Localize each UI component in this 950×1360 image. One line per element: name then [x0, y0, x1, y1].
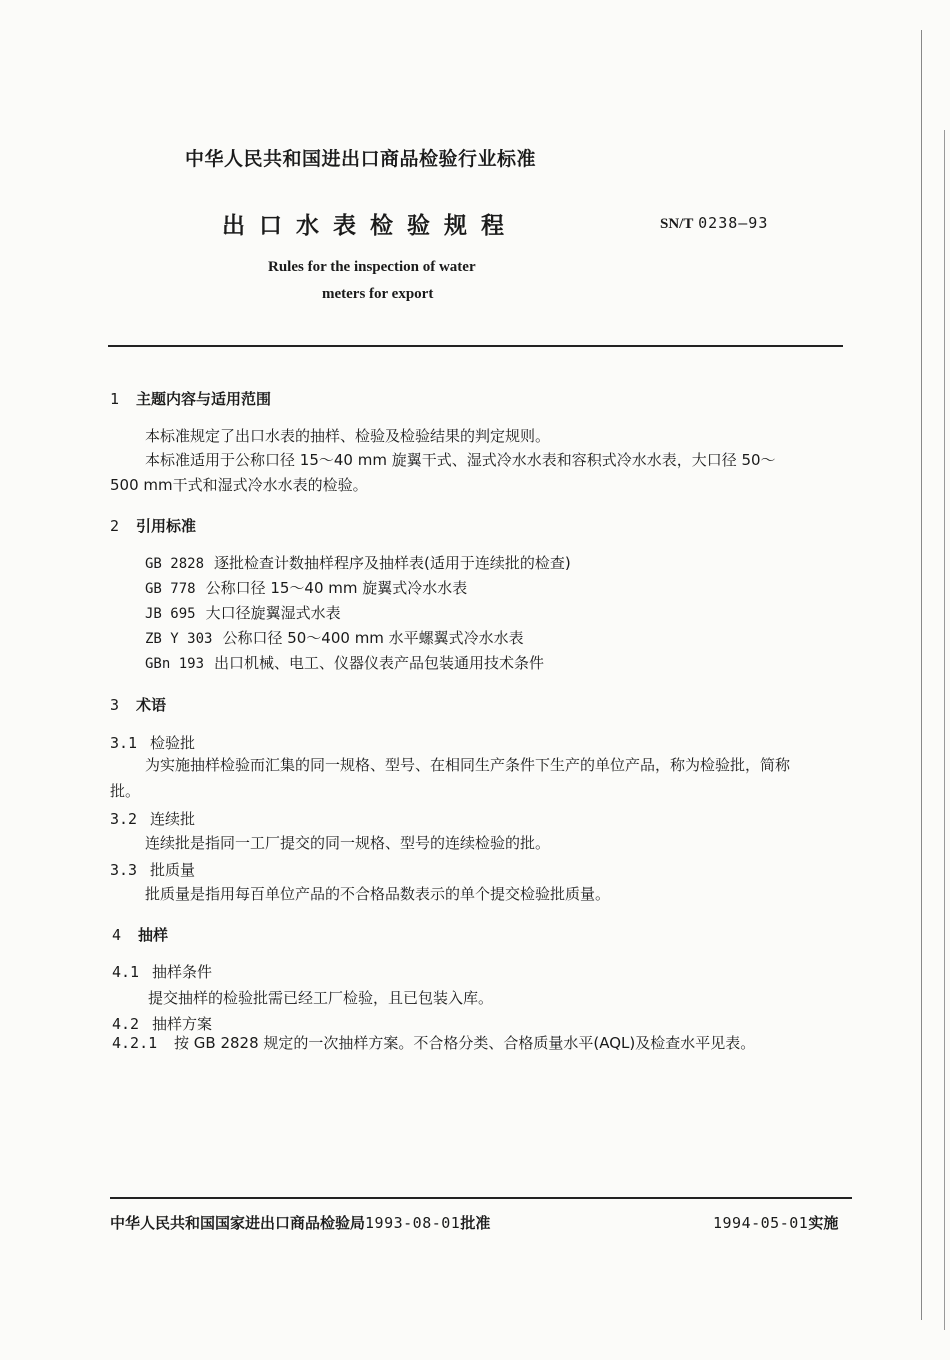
approval-line: [110, 1212, 490, 1233]
footer-divider: [110, 1197, 852, 1199]
section-1-heading: [110, 388, 271, 409]
section-3-heading: [110, 694, 166, 715]
reference-code: GB 778: [145, 581, 196, 597]
reference-title: 公称口径 50～400 mm 水平螺翼式冷水水表: [222, 629, 524, 647]
section-2-heading: [110, 515, 196, 536]
subsection-title: 抽样方案: [152, 1015, 213, 1033]
subsection-3-2-heading: [110, 808, 195, 829]
reference-item: [145, 652, 544, 673]
reference-item: [145, 577, 467, 598]
paragraph: 为实施抽样检验而汇集的同一规格、型号、在相同生产条件下生产的单位产品，称为检验批，简称: [145, 756, 791, 774]
effective-label: 实施: [808, 1214, 839, 1232]
section-title: 抽样: [138, 926, 169, 944]
subsection-number: 4.2: [112, 1015, 140, 1033]
effective-line: [713, 1212, 838, 1233]
section-4-heading: [112, 924, 168, 945]
reference-item: [145, 627, 524, 648]
english-title-line1: Rules for the inspection of water: [268, 259, 476, 275]
doc-title: 出口水表检验规程: [222, 213, 518, 239]
paragraph: 本标准规定了出口水表的抽样、检验及检验结果的判定规则。: [145, 427, 551, 445]
reference-item: [145, 602, 341, 623]
clause-text: 按 GB 2828 规定的一次抽样方案。不合格分类、合格质量水平(AQL)及检查水平见表。: [174, 1034, 756, 1052]
standard-prefix: SN/T: [660, 216, 694, 232]
subsection-number: 3.1: [110, 734, 138, 752]
approving-authority: 中华人民共和国国家进出口商品检验局: [110, 1214, 366, 1232]
english-title-line2: meters for export: [322, 286, 434, 302]
subsection-title: 抽样条件: [152, 963, 213, 981]
subsection-3-3-heading: [110, 859, 195, 880]
subsection-number: 4.1: [112, 963, 140, 981]
issuer-title: 中华人民共和国进出口商品检验行业标准: [185, 148, 537, 170]
subsection-number: 3.3: [110, 861, 138, 879]
header-divider: [108, 345, 843, 347]
scan-edge-line: [921, 30, 922, 1320]
reference-code: JB 695: [145, 606, 196, 622]
reference-code: GB 2828: [145, 556, 205, 572]
reference-code: ZB Y 303: [145, 631, 213, 647]
section-title: 引用标准: [136, 517, 197, 535]
section-title: 主题内容与适用范围: [136, 390, 272, 408]
section-number: 2: [110, 517, 120, 535]
paragraph: 本标准适用于公称口径 15～40 mm 旋翼干式、湿式冷水水表和容积式冷水水表，大口径 50～: [145, 451, 776, 469]
reference-title: 逐批检查计数抽样程序及抽样表(适用于连续批的检查): [214, 554, 571, 572]
clause-number: 4.2.1: [112, 1034, 158, 1052]
paragraph: 批。: [110, 782, 141, 800]
subsection-title: 批质量: [150, 861, 196, 879]
section-title: 术语: [136, 696, 167, 714]
standard-number: [660, 214, 768, 233]
subsection-title: 检验批: [150, 734, 196, 752]
paragraph: 批质量是指用每百单位产品的不合格品数表示的单个提交检验批质量。: [145, 885, 611, 903]
approval-label: 批准: [460, 1214, 491, 1232]
reference-title: 大口径旋翼湿式水表: [205, 604, 341, 622]
section-number: 4: [112, 926, 122, 944]
reference-code: GBn 193: [145, 656, 205, 672]
subsection-number: 3.2: [110, 810, 138, 828]
subsection-title: 连续批: [150, 810, 196, 828]
section-number: 1: [110, 390, 120, 408]
effective-date: 1994-05-01: [713, 1214, 809, 1232]
paragraph: 500 mm干式和湿式冷水水表的检验。: [110, 476, 368, 494]
subsection-3-1-heading: [110, 732, 195, 753]
reference-title: 出口机械、电工、仪器仪表产品包装通用技术条件: [214, 654, 545, 672]
section-number: 3: [110, 696, 120, 714]
paragraph: 提交抽样的检验批需已经工厂检验，且已包装入库。: [148, 989, 494, 1007]
subsection-4-2-heading: [112, 1013, 212, 1034]
subsection-4-1-heading: [112, 961, 212, 982]
reference-item: [145, 552, 571, 573]
approval-date: 1993-08-01: [365, 1214, 461, 1232]
standard-code: 0238—93: [698, 214, 769, 232]
clause-4-2-1: [112, 1032, 755, 1053]
reference-title: 公称口径 15～40 mm 旋翼式冷水水表: [205, 579, 468, 597]
scan-edge-line: [944, 130, 945, 1330]
paragraph: 连续批是指同一工厂提交的同一规格、型号的连续检验的批。: [145, 834, 551, 852]
